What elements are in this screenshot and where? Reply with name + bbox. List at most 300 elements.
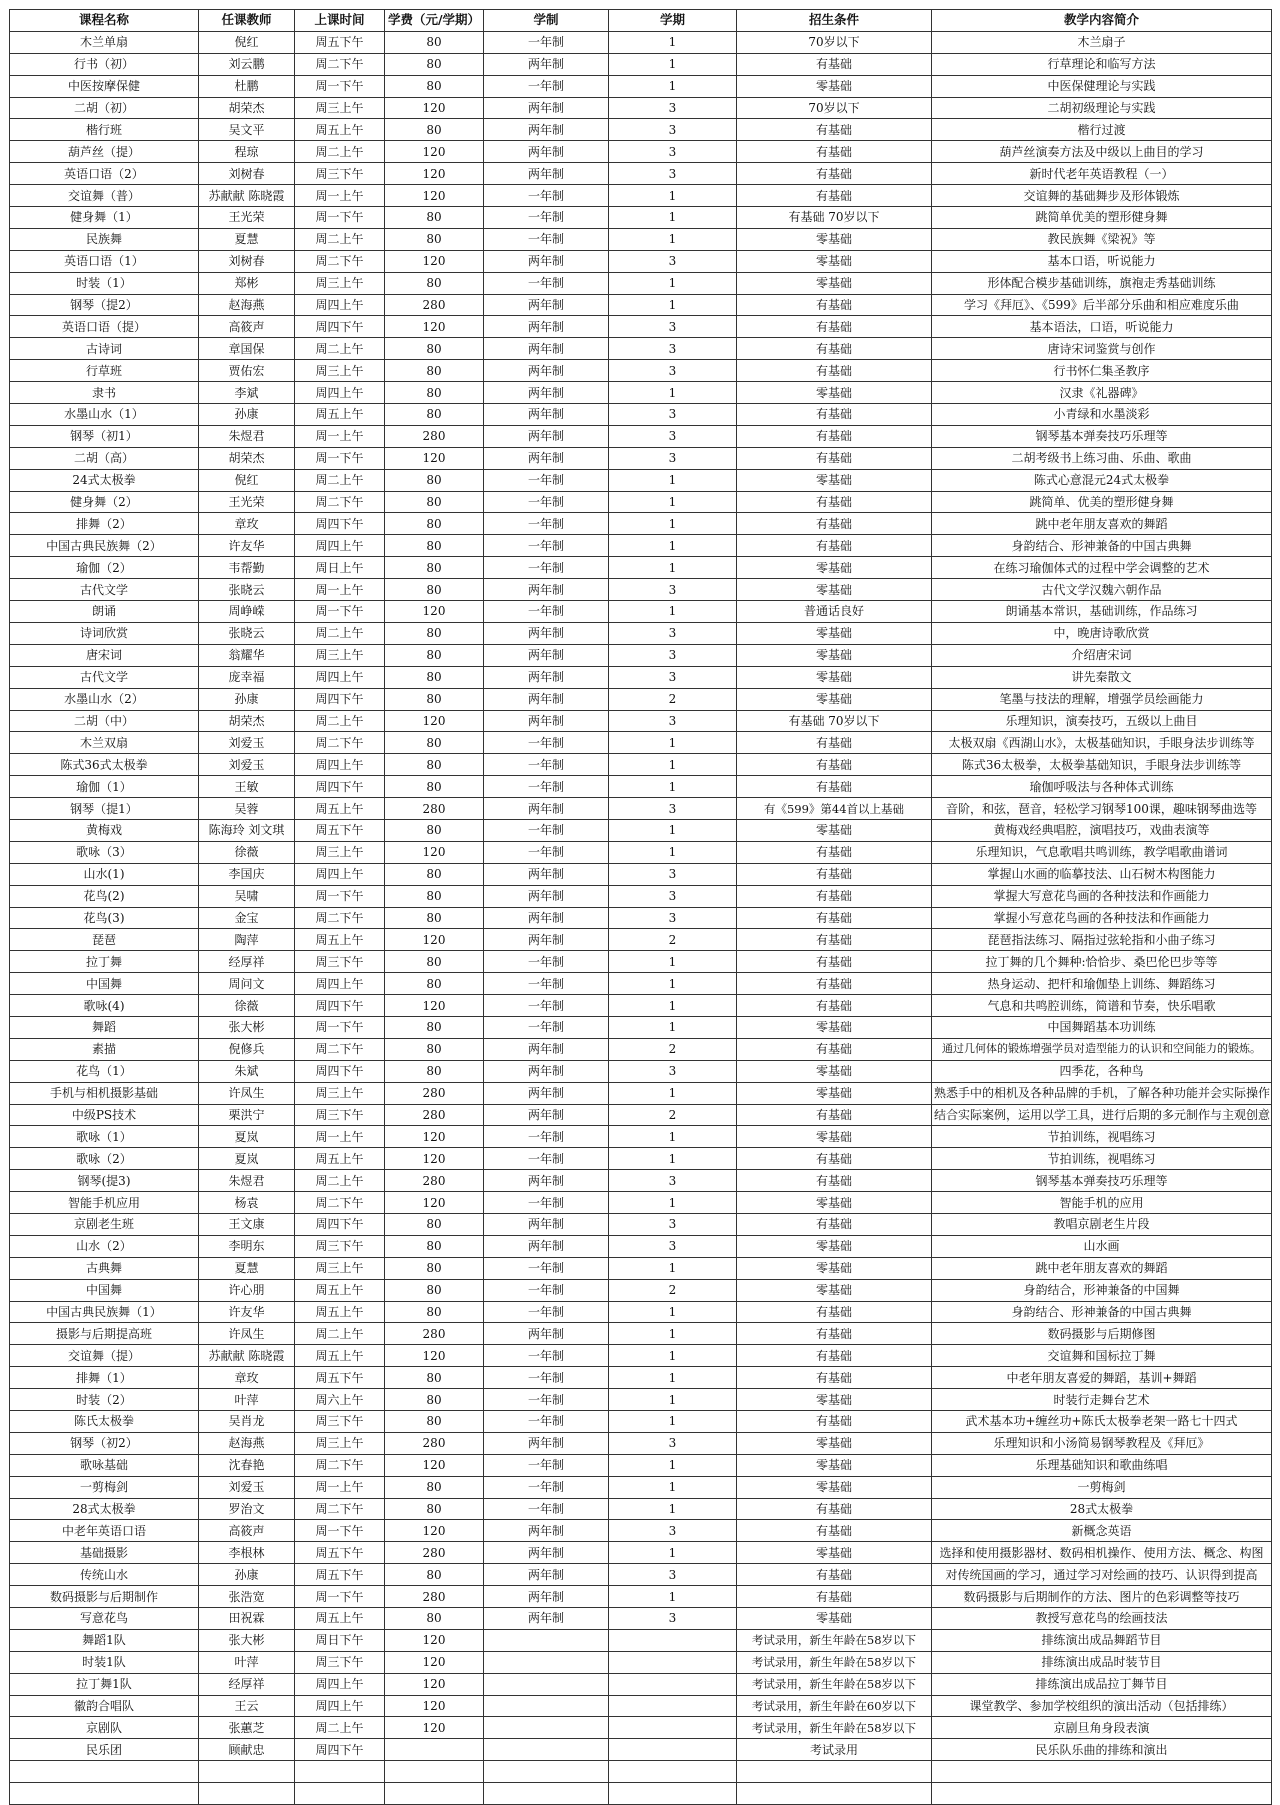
cell-course-name[interactable]: 木兰双扇 [10, 732, 199, 754]
cell-description[interactable]: 基本口语，听说能力 [932, 250, 1272, 272]
cell-semester[interactable]: 1 [609, 1476, 737, 1498]
cell-program-length[interactable]: 一年制 [484, 1389, 609, 1411]
cell-teacher[interactable]: 叶萍 [199, 1651, 295, 1673]
cell-tuition[interactable]: 80 [385, 557, 484, 579]
cell-course-name[interactable]: 歌咏（3） [10, 841, 199, 863]
cell-program-length[interactable]: 两年制 [484, 1082, 609, 1104]
cell-program-length[interactable]: 两年制 [484, 1104, 609, 1126]
cell-program-length[interactable]: 一年制 [484, 228, 609, 250]
cell-course-name[interactable]: 山水（2） [10, 1235, 199, 1257]
cell-program-length[interactable]: 一年制 [484, 1367, 609, 1389]
cell-semester[interactable]: 1 [609, 469, 737, 491]
cell-description[interactable]: 数码摄影与后期修图 [932, 1323, 1272, 1345]
cell-admission[interactable]: 有基础 [737, 1367, 932, 1389]
cell-description[interactable]: 乐理知识，气息歌唱共鸣训练，教学唱歌曲谱词 [932, 841, 1272, 863]
cell-description[interactable]: 交谊舞和国标拉丁舞 [932, 1345, 1272, 1367]
cell-description[interactable]: 钢琴基本弹奏技巧乐理等 [932, 425, 1272, 447]
cell-class-time[interactable]: 周一上午 [295, 185, 385, 207]
cell-tuition[interactable]: 80 [385, 819, 484, 841]
cell-course-name[interactable]: 钢琴（初2） [10, 1432, 199, 1454]
cell-semester[interactable]: 2 [609, 929, 737, 951]
cell-semester[interactable]: 1 [609, 1367, 737, 1389]
cell-program-length[interactable]: 两年制 [484, 141, 609, 163]
cell-teacher[interactable]: 顾献忠 [199, 1739, 295, 1761]
cell-description[interactable]: 拉丁舞的几个舞种:恰恰步、桑巴伦巴步等等 [932, 951, 1272, 973]
cell-admission[interactable]: 有基础 [737, 863, 932, 885]
cell-admission[interactable]: 有基础 [737, 1520, 932, 1542]
cell-class-time[interactable]: 周四下午 [295, 1060, 385, 1082]
cell-teacher[interactable]: 李斌 [199, 382, 295, 404]
cell-tuition[interactable]: 120 [385, 1345, 484, 1367]
cell-description[interactable]: 课堂教学、参加学校组织的演出活动（包括排练） [932, 1695, 1272, 1717]
cell-class-time[interactable]: 周二下午 [295, 491, 385, 513]
cell-admission[interactable]: 零基础 [737, 688, 932, 710]
cell-teacher[interactable]: 张晓云 [199, 622, 295, 644]
cell-class-time[interactable]: 周四下午 [295, 688, 385, 710]
cell-description[interactable]: 身韵结合，形神兼备的中国舞 [932, 1279, 1272, 1301]
cell-teacher[interactable]: 郑彬 [199, 272, 295, 294]
cell-semester[interactable]: 1 [609, 1323, 737, 1345]
cell-program-length[interactable]: 两年制 [484, 644, 609, 666]
cell-course-name[interactable]: 传统山水 [10, 1564, 199, 1586]
cell-admission[interactable]: 零基础 [737, 75, 932, 97]
cell-admission[interactable] [737, 1761, 932, 1783]
cell-teacher[interactable] [199, 1761, 295, 1783]
cell-teacher[interactable]: 刘树春 [199, 250, 295, 272]
cell-semester[interactable]: 1 [609, 1257, 737, 1279]
cell-semester[interactable]: 3 [609, 885, 737, 907]
cell-class-time[interactable]: 周一下午 [295, 885, 385, 907]
cell-class-time[interactable]: 周二上午 [295, 1323, 385, 1345]
cell-semester[interactable]: 1 [609, 75, 737, 97]
cell-class-time[interactable]: 周五下午 [295, 1542, 385, 1564]
cell-program-length[interactable]: 两年制 [484, 250, 609, 272]
cell-tuition[interactable]: 80 [385, 1213, 484, 1235]
cell-description[interactable]: 教授写意花鸟的绘画技法 [932, 1608, 1272, 1630]
cell-program-length[interactable]: 两年制 [484, 404, 609, 426]
cell-program-length[interactable] [484, 1783, 609, 1805]
cell-class-time[interactable]: 周一下午 [295, 601, 385, 623]
cell-description[interactable]: 新概念英语 [932, 1520, 1272, 1542]
cell-course-name[interactable]: 中国舞 [10, 973, 199, 995]
cell-semester[interactable]: 3 [609, 360, 737, 382]
cell-tuition[interactable]: 120 [385, 1673, 484, 1695]
cell-admission[interactable]: 有基础 [737, 316, 932, 338]
cell-semester[interactable]: 3 [609, 1060, 737, 1082]
cell-teacher[interactable]: 经厚祥 [199, 1673, 295, 1695]
cell-class-time[interactable]: 周四上午 [295, 294, 385, 316]
cell-course-name[interactable]: 钢琴（提1） [10, 798, 199, 820]
cell-semester[interactable]: 3 [609, 622, 737, 644]
cell-tuition[interactable]: 80 [385, 382, 484, 404]
cell-tuition[interactable]: 80 [385, 75, 484, 97]
cell-tuition[interactable]: 120 [385, 601, 484, 623]
cell-description[interactable]: 乐理基础知识和歌曲练唱 [932, 1454, 1272, 1476]
cell-course-name[interactable]: 民族舞 [10, 228, 199, 250]
cell-teacher[interactable]: 金宝 [199, 907, 295, 929]
cell-tuition[interactable]: 80 [385, 1235, 484, 1257]
cell-admission[interactable]: 零基础 [737, 382, 932, 404]
cell-class-time[interactable]: 周日上午 [295, 557, 385, 579]
header-teacher[interactable]: 任课教师 [199, 10, 295, 32]
cell-program-length[interactable]: 两年制 [484, 382, 609, 404]
cell-program-length[interactable]: 一年制 [484, 776, 609, 798]
cell-course-name[interactable]: 时装（1） [10, 272, 199, 294]
cell-program-length[interactable]: 两年制 [484, 666, 609, 688]
cell-admission[interactable]: 有基础 [737, 1213, 932, 1235]
cell-description[interactable]: 掌握小写意花鸟画的各种技法和作画能力 [932, 907, 1272, 929]
cell-program-length[interactable]: 两年制 [484, 1323, 609, 1345]
cell-semester[interactable]: 3 [609, 163, 737, 185]
cell-semester[interactable]: 3 [609, 1213, 737, 1235]
cell-admission[interactable]: 考试录用 [737, 1739, 932, 1761]
cell-semester[interactable]: 1 [609, 1454, 737, 1476]
cell-semester[interactable]: 1 [609, 1301, 737, 1323]
cell-teacher[interactable]: 刘爱玉 [199, 732, 295, 754]
cell-program-length[interactable] [484, 1761, 609, 1783]
cell-description[interactable]: 交谊舞的基础舞步及形体锻炼 [932, 185, 1272, 207]
cell-tuition[interactable]: 120 [385, 929, 484, 951]
cell-class-time[interactable]: 周五上午 [295, 404, 385, 426]
cell-description[interactable]: 太极双扇《西湖山水》，太极基础知识，手眼身法步训练等 [932, 732, 1272, 754]
cell-tuition[interactable]: 280 [385, 1170, 484, 1192]
cell-semester[interactable]: 1 [609, 294, 737, 316]
cell-class-time[interactable]: 周五上午 [295, 929, 385, 951]
cell-teacher[interactable]: 许友华 [199, 535, 295, 557]
cell-admission[interactable]: 零基础 [737, 666, 932, 688]
cell-semester[interactable]: 3 [609, 97, 737, 119]
cell-class-time[interactable]: 周二下午 [295, 1498, 385, 1520]
cell-program-length[interactable]: 一年制 [484, 513, 609, 535]
cell-program-length[interactable]: 两年制 [484, 1542, 609, 1564]
cell-course-name[interactable]: 歌咏(4) [10, 995, 199, 1017]
cell-admission[interactable]: 有基础 [737, 119, 932, 141]
cell-tuition[interactable]: 280 [385, 1432, 484, 1454]
cell-description[interactable]: 排练演出成品时装节目 [932, 1651, 1272, 1673]
cell-description[interactable]: 朗诵基本常识，基础训练，作品练习 [932, 601, 1272, 623]
cell-tuition[interactable]: 80 [385, 644, 484, 666]
cell-semester[interactable]: 3 [609, 863, 737, 885]
cell-admission[interactable]: 零基础 [737, 622, 932, 644]
cell-tuition[interactable]: 80 [385, 885, 484, 907]
cell-teacher[interactable]: 吴肖龙 [199, 1411, 295, 1433]
cell-admission[interactable]: 有基础 [737, 447, 932, 469]
cell-tuition[interactable]: 80 [385, 863, 484, 885]
cell-semester[interactable]: 1 [609, 31, 737, 53]
cell-class-time[interactable]: 周二下午 [295, 732, 385, 754]
cell-course-name[interactable]: 写意花鸟 [10, 1608, 199, 1630]
cell-description[interactable]: 基本语法，口语，听说能力 [932, 316, 1272, 338]
cell-description[interactable]: 结合实际案例，运用以学工具，进行后期的多元制作与主观创意 [932, 1104, 1272, 1126]
cell-course-name[interactable]: 葫芦丝（提） [10, 141, 199, 163]
cell-teacher[interactable]: 王文康 [199, 1213, 295, 1235]
cell-teacher[interactable] [199, 1783, 295, 1805]
cell-semester[interactable]: 1 [609, 491, 737, 513]
cell-class-time[interactable]: 周二下午 [295, 1454, 385, 1476]
cell-semester[interactable]: 1 [609, 732, 737, 754]
cell-admission[interactable]: 零基础 [737, 644, 932, 666]
cell-course-name[interactable]: 钢琴(提3) [10, 1170, 199, 1192]
cell-description[interactable]: 跳简单优美的塑形健身舞 [932, 207, 1272, 229]
cell-teacher[interactable]: 王云 [199, 1695, 295, 1717]
cell-course-name[interactable]: 黄梅戏 [10, 819, 199, 841]
cell-class-time[interactable]: 周一下午 [295, 75, 385, 97]
cell-program-length[interactable]: 两年制 [484, 1564, 609, 1586]
cell-semester[interactable]: 1 [609, 995, 737, 1017]
cell-tuition[interactable]: 80 [385, 1038, 484, 1060]
cell-teacher[interactable]: 王敏 [199, 776, 295, 798]
cell-class-time[interactable]: 周日下午 [295, 1629, 385, 1651]
cell-program-length[interactable]: 一年制 [484, 1257, 609, 1279]
cell-semester[interactable] [609, 1717, 737, 1739]
cell-class-time[interactable]: 周二上午 [295, 1717, 385, 1739]
cell-class-time[interactable]: 周三上午 [295, 272, 385, 294]
cell-program-length[interactable]: 一年制 [484, 819, 609, 841]
cell-semester[interactable]: 1 [609, 1586, 737, 1608]
cell-course-name[interactable]: 京剧老生班 [10, 1213, 199, 1235]
cell-admission[interactable]: 有基础 [737, 1586, 932, 1608]
cell-tuition[interactable]: 80 [385, 119, 484, 141]
cell-admission[interactable]: 零基础 [737, 469, 932, 491]
cell-tuition[interactable]: 80 [385, 31, 484, 53]
cell-program-length[interactable]: 一年制 [484, 754, 609, 776]
cell-tuition[interactable]: 80 [385, 338, 484, 360]
cell-tuition[interactable]: 120 [385, 1148, 484, 1170]
cell-semester[interactable]: 1 [609, 228, 737, 250]
cell-course-name[interactable]: 中老年英语口语 [10, 1520, 199, 1542]
cell-semester[interactable]: 3 [609, 666, 737, 688]
cell-tuition[interactable]: 80 [385, 973, 484, 995]
cell-semester[interactable] [609, 1629, 737, 1651]
cell-class-time[interactable]: 周五下午 [295, 1367, 385, 1389]
cell-class-time[interactable]: 周二上午 [295, 469, 385, 491]
cell-tuition[interactable]: 80 [385, 1060, 484, 1082]
cell-course-name[interactable]: 二胡（初） [10, 97, 199, 119]
cell-program-length[interactable]: 一年制 [484, 973, 609, 995]
cell-tuition[interactable]: 120 [385, 1126, 484, 1148]
cell-semester[interactable]: 1 [609, 1082, 737, 1104]
cell-description[interactable]: 乐理知识，演奏技巧，五级以上曲目 [932, 710, 1272, 732]
cell-course-name[interactable]: 28式太极拳 [10, 1498, 199, 1520]
cell-tuition[interactable]: 80 [385, 360, 484, 382]
cell-tuition[interactable]: 280 [385, 1104, 484, 1126]
cell-tuition[interactable]: 80 [385, 272, 484, 294]
cell-program-length[interactable]: 一年制 [484, 75, 609, 97]
cell-program-length[interactable]: 两年制 [484, 1213, 609, 1235]
cell-program-length[interactable]: 一年制 [484, 491, 609, 513]
cell-admission[interactable]: 零基础 [737, 1608, 932, 1630]
cell-tuition[interactable]: 80 [385, 688, 484, 710]
cell-course-name[interactable]: 中级PS技术 [10, 1104, 199, 1126]
cell-teacher[interactable]: 庞幸福 [199, 666, 295, 688]
cell-course-name[interactable]: 时装1队 [10, 1651, 199, 1673]
cell-description[interactable]: 笔墨与技法的理解，增强学员绘画能力 [932, 688, 1272, 710]
cell-program-length[interactable]: 一年制 [484, 1498, 609, 1520]
cell-semester[interactable]: 1 [609, 841, 737, 863]
cell-admission[interactable]: 零基础 [737, 819, 932, 841]
cell-program-length[interactable]: 两年制 [484, 447, 609, 469]
cell-class-time[interactable]: 周三下午 [295, 1411, 385, 1433]
cell-teacher[interactable]: 沈春艳 [199, 1454, 295, 1476]
cell-description[interactable]: 掌握山水画的临摹技法、山石树木构图能力 [932, 863, 1272, 885]
cell-teacher[interactable]: 苏献献 陈晓霞 [199, 1345, 295, 1367]
cell-class-time[interactable]: 周三上午 [295, 1432, 385, 1454]
cell-class-time[interactable]: 周五上午 [295, 1148, 385, 1170]
cell-admission[interactable]: 零基础 [737, 250, 932, 272]
cell-tuition[interactable]: 80 [385, 951, 484, 973]
cell-semester[interactable]: 2 [609, 1104, 737, 1126]
cell-course-name[interactable]: 山水(1) [10, 863, 199, 885]
cell-class-time[interactable]: 周五上午 [295, 1279, 385, 1301]
cell-description[interactable]: 气息和共鸣腔训练，简谱和节奏，快乐唱歌 [932, 995, 1272, 1017]
cell-class-time[interactable]: 周一下午 [295, 207, 385, 229]
cell-semester[interactable] [609, 1651, 737, 1673]
cell-semester[interactable]: 1 [609, 185, 737, 207]
cell-admission[interactable]: 有基础 [737, 951, 932, 973]
cell-teacher[interactable]: 张大彬 [199, 1629, 295, 1651]
cell-admission[interactable]: 零基础 [737, 1454, 932, 1476]
cell-teacher[interactable]: 胡荣杰 [199, 710, 295, 732]
cell-tuition[interactable]: 120 [385, 1717, 484, 1739]
cell-description[interactable]: 木兰扇子 [932, 31, 1272, 53]
cell-teacher[interactable]: 张浩宽 [199, 1586, 295, 1608]
cell-admission[interactable]: 考试录用，新生年龄在60岁以下 [737, 1695, 932, 1717]
cell-teacher[interactable]: 夏慧 [199, 1257, 295, 1279]
cell-description[interactable]: 二胡初级理论与实践 [932, 97, 1272, 119]
cell-tuition[interactable]: 80 [385, 53, 484, 75]
cell-teacher[interactable]: 叶萍 [199, 1389, 295, 1411]
cell-description[interactable]: 新时代老年英语教程（一） [932, 163, 1272, 185]
cell-teacher[interactable]: 许友华 [199, 1301, 295, 1323]
cell-tuition[interactable] [385, 1783, 484, 1805]
cell-class-time[interactable]: 周一下午 [295, 1520, 385, 1542]
cell-description[interactable]: 掌握大写意花鸟画的各种技法和作画能力 [932, 885, 1272, 907]
cell-description[interactable]: 武术基本功+缠丝功+陈氏太极拳老架一路七十四式 [932, 1411, 1272, 1433]
cell-course-name[interactable]: 英语口语（2） [10, 163, 199, 185]
cell-teacher[interactable]: 孙康 [199, 1564, 295, 1586]
cell-teacher[interactable]: 李国庆 [199, 863, 295, 885]
cell-semester[interactable] [609, 1695, 737, 1717]
cell-class-time[interactable]: 周二下午 [295, 907, 385, 929]
cell-semester[interactable]: 1 [609, 207, 737, 229]
cell-semester[interactable]: 1 [609, 557, 737, 579]
cell-program-length[interactable]: 两年制 [484, 1586, 609, 1608]
cell-course-name[interactable]: 交谊舞（普） [10, 185, 199, 207]
cell-course-name[interactable]: 花鸟(2) [10, 885, 199, 907]
cell-program-length[interactable]: 两年制 [484, 163, 609, 185]
cell-description[interactable]: 学习《拜厄》、《599》后半部分乐曲和相应难度乐曲 [932, 294, 1272, 316]
cell-program-length[interactable]: 一年制 [484, 1016, 609, 1038]
cell-program-length[interactable]: 两年制 [484, 1432, 609, 1454]
cell-course-name[interactable]: 摄影与后期提高班 [10, 1323, 199, 1345]
cell-description[interactable]: 山水画 [932, 1235, 1272, 1257]
cell-teacher[interactable]: 张大彬 [199, 1016, 295, 1038]
cell-teacher[interactable]: 罗治文 [199, 1498, 295, 1520]
cell-description[interactable]: 形体配合模步基础训练，旗袍走秀基础训练 [932, 272, 1272, 294]
cell-semester[interactable]: 1 [609, 1126, 737, 1148]
cell-admission[interactable]: 有基础 [737, 1170, 932, 1192]
cell-class-time[interactable]: 周一下午 [295, 447, 385, 469]
cell-course-name[interactable]: 水墨山水（1） [10, 404, 199, 426]
cell-teacher[interactable]: 徐薇 [199, 995, 295, 1017]
cell-admission[interactable]: 零基础 [737, 1389, 932, 1411]
cell-course-name[interactable]: 排舞（2） [10, 513, 199, 535]
cell-semester[interactable]: 1 [609, 1016, 737, 1038]
cell-teacher[interactable]: 倪修兵 [199, 1038, 295, 1060]
cell-teacher[interactable]: 朱煜君 [199, 425, 295, 447]
cell-course-name[interactable]: 木兰单扇 [10, 31, 199, 53]
cell-course-name[interactable]: 中国舞 [10, 1279, 199, 1301]
cell-teacher[interactable]: 陶萍 [199, 929, 295, 951]
cell-class-time[interactable]: 周三上午 [295, 1082, 385, 1104]
cell-semester[interactable]: 1 [609, 53, 737, 75]
cell-description[interactable]: 古代文学汉魏六朝作品 [932, 579, 1272, 601]
cell-teacher[interactable]: 高筱声 [199, 1520, 295, 1542]
cell-program-length[interactable]: 一年制 [484, 185, 609, 207]
cell-teacher[interactable]: 许心朋 [199, 1279, 295, 1301]
cell-admission[interactable]: 有基础 [737, 1148, 932, 1170]
cell-admission[interactable]: 有基础 [737, 1301, 932, 1323]
cell-class-time[interactable]: 周五下午 [295, 1564, 385, 1586]
cell-program-length[interactable]: 两年制 [484, 119, 609, 141]
cell-description[interactable]: 行书怀仁集圣教序 [932, 360, 1272, 382]
cell-course-name[interactable]: 中国古典民族舞（2） [10, 535, 199, 557]
cell-teacher[interactable]: 贾佑宏 [199, 360, 295, 382]
cell-class-time[interactable]: 周四上午 [295, 863, 385, 885]
cell-class-time[interactable]: 周三下午 [295, 1104, 385, 1126]
cell-course-name[interactable]: 24式太极拳 [10, 469, 199, 491]
cell-description[interactable]: 楷行过渡 [932, 119, 1272, 141]
cell-admission[interactable]: 零基础 [737, 272, 932, 294]
cell-semester[interactable]: 1 [609, 1345, 737, 1367]
cell-tuition[interactable]: 80 [385, 776, 484, 798]
cell-admission[interactable]: 零基础 [737, 579, 932, 601]
cell-class-time[interactable]: 周三上午 [295, 841, 385, 863]
cell-class-time[interactable]: 周五上午 [295, 1608, 385, 1630]
cell-admission[interactable]: 零基础 [737, 228, 932, 250]
cell-teacher[interactable]: 陈海玲 刘文琪 [199, 819, 295, 841]
cell-semester[interactable]: 3 [609, 1170, 737, 1192]
cell-tuition[interactable]: 80 [385, 754, 484, 776]
cell-admission[interactable]: 有《599》第44首以上基础 [737, 798, 932, 820]
cell-program-length[interactable]: 一年制 [484, 995, 609, 1017]
cell-admission[interactable]: 有基础 [737, 491, 932, 513]
cell-description[interactable]: 中，晚唐诗歌欣赏 [932, 622, 1272, 644]
cell-admission[interactable]: 有基础 70岁以下 [737, 207, 932, 229]
cell-admission[interactable]: 有基础 [737, 1345, 932, 1367]
cell-semester[interactable]: 1 [609, 272, 737, 294]
cell-course-name[interactable]: 英语口语（1） [10, 250, 199, 272]
cell-class-time[interactable]: 周二上午 [295, 622, 385, 644]
cell-program-length[interactable]: 两年制 [484, 1235, 609, 1257]
cell-admission[interactable]: 有基础 [737, 1411, 932, 1433]
cell-semester[interactable]: 1 [609, 754, 737, 776]
cell-admission[interactable]: 零基础 [737, 1060, 932, 1082]
cell-program-length[interactable]: 两年制 [484, 579, 609, 601]
cell-tuition[interactable]: 80 [385, 535, 484, 557]
cell-class-time[interactable]: 周一上午 [295, 579, 385, 601]
cell-admission[interactable] [737, 1783, 932, 1805]
cell-tuition[interactable]: 280 [385, 1323, 484, 1345]
cell-program-length[interactable]: 一年制 [484, 469, 609, 491]
cell-description[interactable]: 音阶，和弦，琶音，轻松学习钢琴100课，趣味钢琴曲选等 [932, 798, 1272, 820]
cell-description[interactable]: 身韵结合、形神兼备的中国古典舞 [932, 1301, 1272, 1323]
cell-class-time[interactable]: 周一下午 [295, 1586, 385, 1608]
cell-semester[interactable]: 1 [609, 951, 737, 973]
cell-teacher[interactable]: 许凤生 [199, 1323, 295, 1345]
cell-teacher[interactable]: 王光荣 [199, 491, 295, 513]
cell-course-name[interactable]: 手机与相机摄影基础 [10, 1082, 199, 1104]
